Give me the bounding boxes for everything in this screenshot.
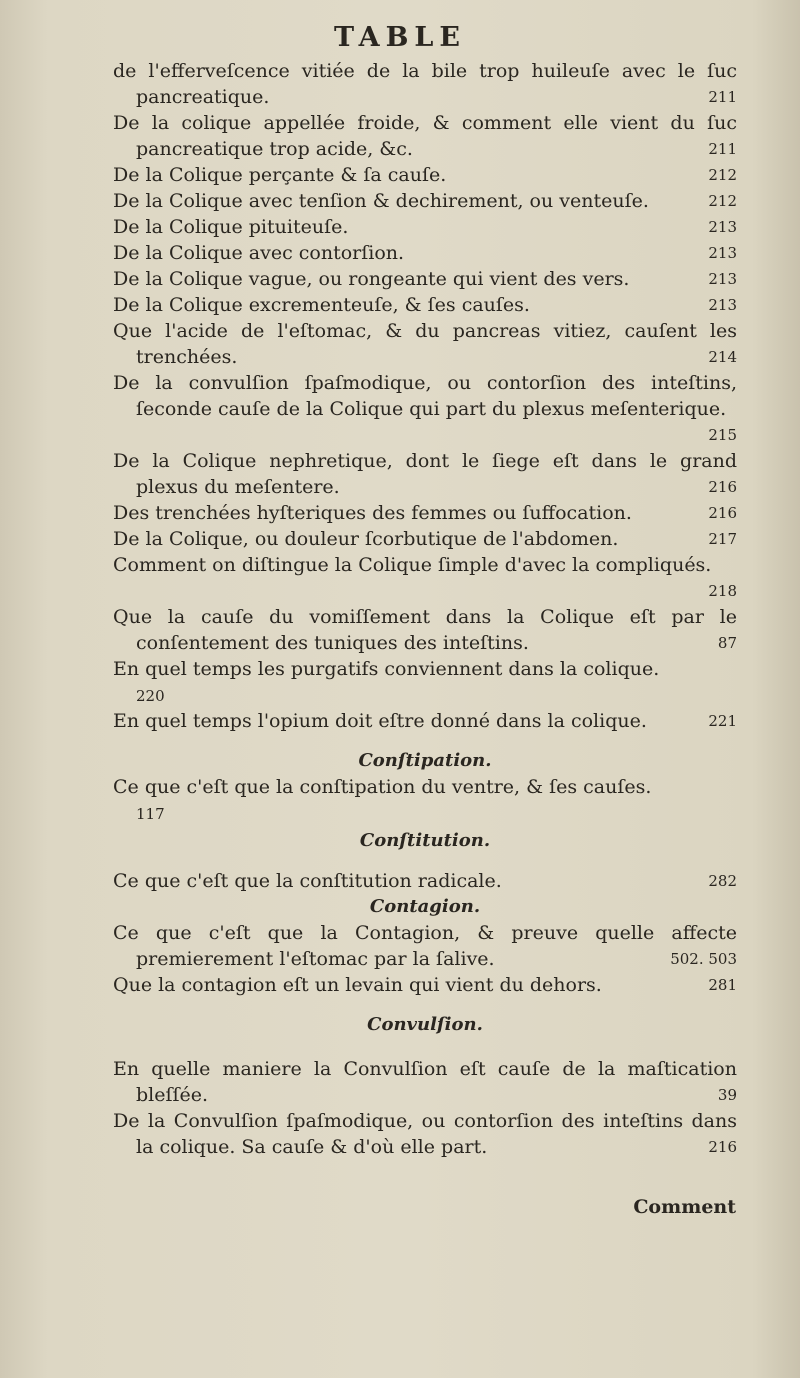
index-entry [113,552,737,604]
catchword: Comment [633,1196,736,1218]
entry-text: Des trenchées hyſteriques des femmes ou ſuffocation. [113,502,632,524]
index-entry [113,370,737,448]
index-entry [113,708,737,734]
entry-text: Ce que c'eſt que la Contagion, & preuve quelle affecte premierement l'eſtomac par la ſalive. [113,922,737,970]
entry-page: 502. 503 [670,950,737,968]
index-entry [113,868,737,894]
entry-text: Que l'acide de l'eſtomac, & du pancreas vitiez, cauſent les trenchées. [113,320,737,368]
index-entry [113,188,737,214]
running-header: TABLE [334,22,466,53]
entry-text: De la Colique vague, ou rongeante qui vient des vers. [113,268,630,290]
entry-text: De la Colique pituiteuſe. [113,216,349,238]
entry-text: De la Convulſion ſpaſmodique, ou contorſion des inteſtins dans la colique. Sa cauſe & d'où elle part. [113,1110,737,1158]
section-heading: Conſtitution. [359,830,491,851]
entry-page: 214 [708,348,737,366]
index-entry [113,448,737,500]
entry-page: 221 [708,712,737,730]
entry-text: Que la cauſe du vomiſſement dans la Colique eſt par le conſentement des tuniques des inteſtins. [113,606,737,654]
index-entry [113,526,737,552]
entry-text: En quel temps l'opium doit eſtre donné dans la colique. [113,710,647,732]
entry-page: 212 [708,166,737,184]
entry-page: 117 [136,805,165,823]
entry-page: 281 [708,976,737,994]
entry-text: De la convulſion ſpaſmodique, ou contorſion des inteſtins, ſeconde cauſe de la Colique qui part du plexus meſenterique. [113,372,737,420]
entry-page: 216 [708,478,737,496]
entry-page: 213 [708,296,737,314]
entry-page: 213 [708,218,737,236]
entry-text: Ce que c'eſt que la conſtitution radicale. [113,870,502,892]
entry-page: 213 [708,244,737,262]
entry-text: En quelle maniere la Convulſion eſt cauſe de la maſtication bleſſée. [113,1058,737,1106]
entry-page: 213 [708,270,737,288]
entry-text: De la colique appellée froide, & comment elle vient du ſuc pancreatique trop acide, &c. [113,112,737,160]
entry-text: Que la contagion eſt un levain qui vient du dehors. [113,974,602,996]
entry-text: Comment on diſtingue la Colique ſimple d'avec la compliqués. [113,554,712,576]
index-entry [113,1056,737,1108]
section-heading: Contagion. [369,896,481,917]
entry-text: de l'efferveſcence vitiée de la bile trop huileuſe avec le ſuc pancreatique. [113,60,737,108]
index-entry [113,656,737,708]
entry-text: De la Colique avec contorſion. [113,242,405,264]
index-entry [113,214,737,240]
index-entries [113,58,737,1160]
index-entry [113,240,737,266]
index-entry [113,774,737,826]
entry-page: 87 [717,634,737,652]
entry-page: 216 [708,1138,737,1156]
entry-page: 215 [708,426,737,444]
index-entry [113,292,737,318]
entry-text [113,656,737,709]
entry-page: 282 [708,872,737,890]
entry-page: 218 [708,582,737,600]
entry-text: De la Colique, ou douleur ſcorbutique de l'abdomen. [113,528,619,550]
section-heading: Convulſion. [367,1014,483,1035]
index-entry [113,110,737,162]
index-entry [113,920,737,972]
entry-page: 217 [708,530,737,548]
index-entry [113,162,737,188]
index-entry [113,1108,737,1160]
entry-page: 211 [708,88,737,106]
entry-text: De la Colique perçante & ſa cauſe. [113,164,447,186]
entry-text: De la Colique excrementeuſe, & ſes cauſes. [113,294,530,316]
entry-page: 39 [717,1086,737,1104]
index-entry [113,972,737,998]
index-entry [113,58,737,110]
section-heading: Conſtipation. [358,750,492,771]
index-entry [113,604,737,656]
entry-text-body: En quel temps les purgatifs conviennent dans la colique. [113,658,660,680]
entry-text [113,774,737,827]
entry-text: De la Colique nephretique, dont le ſiege eſt dans le grand plexus du meſentere. [113,450,737,498]
entry-page: 212 [708,192,737,210]
entry-text: De la Colique avec tenſion & dechirement, ou venteuſe. [113,190,649,212]
entry-page: 216 [708,504,737,522]
entry-page: 211 [708,140,737,158]
entry-text-body: Ce que c'eſt que la conſtipation du ventre, & ſes cauſes. [113,776,652,798]
index-entry [113,318,737,370]
entry-page: 220 [136,687,165,705]
index-entry [113,500,737,526]
index-entry [113,266,737,292]
